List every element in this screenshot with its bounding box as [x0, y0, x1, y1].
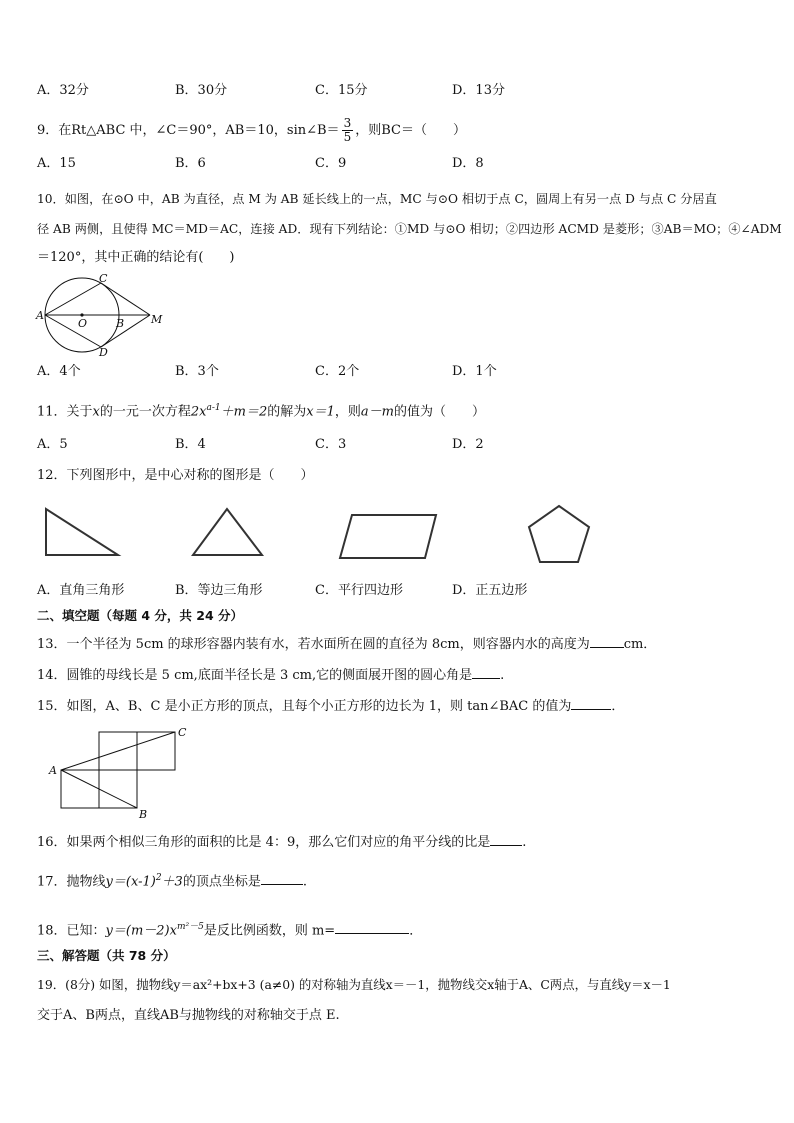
- q15-end: ．: [611, 699, 625, 714]
- q12-question: 12．下列图形中，是中心对称的图形是（ ）: [37, 468, 314, 483]
- q17-eq: y＝(x-1): [105, 874, 156, 890]
- q13-answer-blank[interactable]: [590, 633, 624, 648]
- q10-option-d[interactable]: D．1个: [452, 364, 497, 379]
- q8-option-b[interactable]: B．30分: [175, 83, 228, 98]
- q15-answer-blank[interactable]: [571, 695, 611, 710]
- q11-option-a[interactable]: A．5: [37, 437, 68, 452]
- label-m: M: [151, 313, 163, 326]
- q11-question: [37, 398, 754, 422]
- q19-line2: 交于A、B两点，直线AB与抛物线的对称轴交于点 E.: [37, 1008, 340, 1023]
- q9-suffix: ，则BC＝（ ）: [355, 123, 466, 138]
- q10-option-c[interactable]: C．2个: [315, 364, 360, 379]
- q16-text: 16．如果两个相似三角形的面积的比是 4：9，那么它们对应的角平分线的比是: [37, 835, 491, 850]
- label-c: C: [178, 726, 187, 739]
- q11-option-d[interactable]: D．2: [452, 437, 484, 452]
- q12-option-d[interactable]: D．正五边形: [452, 583, 528, 598]
- label-a: A: [36, 309, 44, 322]
- regular-pentagon-shape: [529, 506, 589, 562]
- q8-option-c[interactable]: C．15分: [315, 83, 368, 98]
- label-o: O: [78, 317, 88, 330]
- q18-exp: m²－5: [176, 922, 204, 932]
- q10-options: [37, 362, 737, 382]
- q9-options: [37, 154, 737, 174]
- q13-unit: cm．: [623, 637, 657, 652]
- q9-question: [37, 117, 754, 144]
- q9-option-a[interactable]: A．15: [37, 156, 76, 171]
- q18-answer-blank[interactable]: [335, 919, 409, 934]
- q11-var-x: x: [92, 404, 100, 420]
- q8-option-d[interactable]: D．13分: [452, 83, 505, 98]
- q12-options: [37, 581, 737, 601]
- q12-option-a[interactable]: A．直角三角形: [37, 583, 125, 598]
- q11-p1: 11．关于: [37, 404, 93, 420]
- q18-end: ．: [409, 923, 423, 939]
- q9-option-b[interactable]: B．6: [175, 156, 206, 171]
- label-b: B: [116, 317, 125, 330]
- q10-option-a[interactable]: A．4个: [37, 364, 81, 379]
- label-c: C: [99, 272, 108, 285]
- q13-question: [37, 633, 754, 655]
- q10-circle-figure: [36, 272, 166, 359]
- q9-prefix: 9．在Rt△ABC 中，∠C＝90°，AB＝10，sin∠B＝: [37, 123, 340, 138]
- q11-p4: ，则: [334, 404, 361, 420]
- q14-end: .: [500, 668, 505, 683]
- q18-question: [37, 917, 754, 941]
- q18-pre: 18．已知：: [37, 923, 106, 939]
- equilateral-triangle-shape: [193, 509, 262, 555]
- segment-ad: [45, 315, 101, 347]
- tangent-mc: [101, 283, 150, 315]
- q11-eq-rest: ＋m＝2: [220, 404, 268, 420]
- q15-question: [37, 695, 754, 717]
- q10-line3: ＝120°，其中正确的结论有( ): [37, 250, 235, 265]
- q11-eq-base: 2x: [190, 404, 207, 420]
- q9-option-c[interactable]: C．9: [315, 156, 347, 171]
- q11-expr: a－m: [360, 404, 394, 420]
- q10-line1: 10．如图，在⊙O 中，AB 为直径，点 M 为 AB 延长线上的一点，MC 与⊙O 相切于点 C，圆周上有另一点 D 与点 C 分居直: [37, 192, 717, 206]
- q16-question: [37, 831, 754, 853]
- q18-eq: y＝(m－2)x: [105, 923, 177, 939]
- q9-fraction: [342, 117, 354, 144]
- q19-line1: 19．(8分) 如图，抛物线y＝ax²+bx+3 (a≠0) 的对称轴为直线x＝－1，抛物线交x轴于A、C两点，与直线y＝x－1: [37, 977, 671, 992]
- q11-options: [37, 435, 737, 455]
- q13-text: 13．一个半径为 5cm 的球形容器内装有水，若水面所在圆的直径为 8cm，则容器内水的高度为: [37, 637, 590, 652]
- label-b: B: [139, 808, 148, 821]
- q14-question: [37, 664, 754, 686]
- q9-option-d[interactable]: D．8: [452, 156, 484, 171]
- q16-end: .: [522, 835, 527, 850]
- right-triangle-shape: [46, 509, 118, 555]
- q10-line2: 径 AB 两侧，且使得 MC＝MD＝AC，连接 AD．现有下列结论：①MD 与⊙O 相切；②四边形 ACMD 是菱形；③AB＝MO；④∠ADM: [37, 222, 782, 236]
- q12-option-b[interactable]: B．等边三角形: [175, 583, 263, 598]
- q17-exp: 2: [155, 873, 162, 883]
- q17-end: .: [302, 874, 307, 890]
- q17-mid: 的顶点坐标是: [182, 874, 261, 890]
- q9-frac-num: 3: [343, 116, 352, 130]
- q11-sol: x＝1: [306, 404, 335, 420]
- q17-answer-blank[interactable]: [261, 870, 303, 885]
- q15-text: 15．如图，A、B、C 是小正方形的顶点，且每个小正方形的边长为 1，则 tan∠BAC 的值为: [37, 699, 572, 714]
- q11-option-c[interactable]: C．3: [315, 437, 347, 452]
- tangent-md: [101, 315, 150, 347]
- q9-frac-den: 5: [343, 130, 352, 144]
- q12-option-c[interactable]: C．平行四边形: [315, 583, 403, 598]
- q11-p5: 的值为（ ）: [393, 404, 485, 420]
- parallelogram-shape: [340, 515, 436, 558]
- q11-eq-exp: a-1: [206, 403, 221, 413]
- grid-square-top-2: [137, 732, 175, 770]
- grid-square-bottom-1: [61, 770, 99, 808]
- q14-text: 14．圆锥的母线长是 5 cm,底面半径长是 3 cm,它的侧面展开图的圆心角是: [37, 668, 473, 683]
- q11-p3: 的解为: [267, 404, 307, 420]
- segment-ac: [61, 732, 175, 770]
- q17-eq2: ＋3: [161, 874, 183, 890]
- q17-question: [37, 868, 754, 892]
- q17-pre: 17．抛物线: [37, 874, 106, 890]
- q10-option-b[interactable]: B．3个: [175, 364, 219, 379]
- q18-mid: 是反比例函数，则 m=: [203, 923, 336, 939]
- q12-shapes: [40, 503, 640, 563]
- q11-option-b[interactable]: B．4: [175, 437, 206, 452]
- label-a: A: [49, 764, 57, 777]
- q8-options: [37, 81, 737, 101]
- q15-grid-figure: [46, 725, 206, 820]
- section-3-heading: 三、解答题（共 78 分）: [37, 948, 176, 963]
- q11-p2: 的一元一次方程: [99, 404, 191, 420]
- q16-answer-blank[interactable]: [490, 831, 522, 846]
- section-2-heading: 二、填空题（每题 4 分，共 24 分）: [37, 608, 244, 623]
- segment-ac: [45, 283, 101, 315]
- q14-answer-blank[interactable]: [472, 664, 500, 679]
- label-d: D: [99, 346, 108, 359]
- grid-square-bottom-2: [99, 770, 137, 808]
- q8-option-a[interactable]: A．32分: [37, 83, 89, 98]
